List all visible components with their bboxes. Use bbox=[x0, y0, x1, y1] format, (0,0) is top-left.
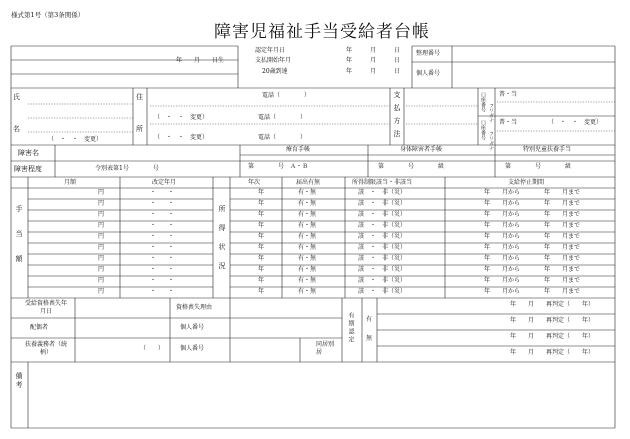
saihantei-4: 年 月 再判定（ 年） bbox=[510, 349, 595, 356]
mei-label: 名 bbox=[13, 125, 20, 133]
kaitei-cell: ・ ・ bbox=[150, 200, 175, 207]
form-title: 障害児福祉手当受給者台帳 bbox=[214, 22, 430, 42]
todoke-cell: 有・無 bbox=[298, 222, 317, 229]
yen-cell: 円 bbox=[98, 222, 105, 229]
age20-label: 20歳到達 bbox=[262, 68, 288, 75]
pay-method-label: 支払方法 bbox=[393, 91, 401, 143]
tokubetsu-value: 第 号 級 bbox=[505, 163, 572, 170]
seigen-cell: 該 ・ 非（災） bbox=[358, 266, 407, 273]
nintei-date: 年 月 日 bbox=[346, 47, 401, 54]
kaitei-cell: ・ ・ bbox=[150, 255, 175, 262]
yen-cell: 円 bbox=[98, 200, 105, 207]
yen-cell: 円 bbox=[98, 244, 105, 251]
soushitsu-reason-label: 資格喪失理由 bbox=[176, 304, 213, 311]
nenji-cell: 年 bbox=[258, 233, 265, 240]
tel-label-2: 電話（ ） bbox=[258, 114, 307, 121]
seigen-cell: 該 ・ 非（災） bbox=[358, 244, 407, 251]
kaitei-cell: ・ ・ bbox=[150, 244, 175, 251]
nenji-cell: 年 bbox=[258, 266, 265, 273]
todoke-cell: 有・無 bbox=[298, 189, 317, 196]
kojin-label: 個人番号 bbox=[416, 70, 441, 77]
sho-label: 所 bbox=[136, 125, 143, 133]
todoke-cell: 有・無 bbox=[298, 288, 317, 295]
shikyu-cell: 年 月から 年 月まで bbox=[484, 244, 581, 251]
seigen-cell: 該 ・ 非（災） bbox=[358, 211, 407, 218]
col-shikyu: 支給停止期間 bbox=[508, 179, 545, 186]
age20-date: 年 月 日 bbox=[346, 68, 401, 75]
shikyu-cell: 年 月から 年 月まで bbox=[484, 222, 581, 229]
kana-label-2: フリガナ bbox=[488, 131, 494, 151]
ryoiku-value: 第 号 Ａ・Ｂ bbox=[248, 163, 309, 170]
form-reference: 様式第1号（第3条関係） bbox=[11, 11, 85, 19]
seiri-label: 整理番号 bbox=[416, 50, 441, 57]
todoke-cell: 有・無 bbox=[298, 211, 317, 218]
kanmei-1: 普・当 bbox=[499, 91, 518, 98]
nenji-cell: 年 bbox=[258, 277, 265, 284]
yen-cell: 円 bbox=[98, 255, 105, 262]
todoke-cell: 有・無 bbox=[298, 233, 317, 240]
disability-name-label: 障害名 bbox=[18, 149, 39, 157]
kana-label-1: フリガナ bbox=[488, 103, 494, 123]
col-todoke: 届出有無 bbox=[296, 179, 321, 186]
kaitei-cell: ・ ・ bbox=[150, 288, 175, 295]
addr-change-2: （ ・ ・ 変更） bbox=[154, 134, 209, 141]
kaitei-cell: ・ ・ bbox=[150, 233, 175, 240]
kaitei-cell: ・ ・ bbox=[150, 211, 175, 218]
todoke-cell: 有・無 bbox=[298, 277, 317, 284]
ju-label: 住 bbox=[136, 93, 143, 101]
disability-degree-label: 障害程度 bbox=[14, 165, 42, 173]
income-side-label: 所得状況 bbox=[218, 205, 226, 281]
seigen-cell: 該 ・ 非（災） bbox=[358, 255, 407, 262]
allowance-side-label: 手当額 bbox=[15, 205, 23, 280]
shikyu-cell: 年 月から 年 月まで bbox=[484, 200, 581, 207]
seigen-cell: 該 ・ 非（災） bbox=[358, 189, 407, 196]
shintai-label: 身体障害者手帳 bbox=[400, 146, 443, 153]
todoke-cell: 有・無 bbox=[298, 255, 317, 262]
tokubetsu-label: 特別児童扶養手当 bbox=[523, 146, 572, 153]
shintai-value: 第 号 級 bbox=[378, 163, 445, 170]
shikyu-cell: 年 月から 年 月まで bbox=[484, 277, 581, 284]
seigen-cell: 該 ・ 非（災） bbox=[358, 288, 407, 295]
doukyo-label: 同居別居 bbox=[316, 341, 335, 356]
nenji-cell: 年 bbox=[258, 200, 265, 207]
seigen-cell: 該 ・ 非（災） bbox=[358, 222, 407, 229]
saihantei-3: 年 月 再判定（ 年） bbox=[510, 333, 595, 340]
yen-cell: 円 bbox=[98, 266, 105, 273]
disability-degree-value: 令別表第1号 号 bbox=[95, 165, 159, 172]
kaitei-cell: ・ ・ bbox=[150, 266, 175, 273]
yen-cell: 円 bbox=[98, 189, 105, 196]
col-seigen: 所得制限該当・非該当 bbox=[352, 179, 413, 186]
fuyo-kakko: （ ） bbox=[140, 345, 165, 352]
shikyu-cell: 年 月から 年 月まで bbox=[484, 233, 581, 240]
soushitsu-date-label: 受給資格喪失年月日 bbox=[24, 300, 67, 315]
nenji-cell: 年 bbox=[258, 288, 265, 295]
name-change-note: （ ・ ・ 変更） bbox=[48, 136, 103, 143]
yen-cell: 円 bbox=[98, 211, 105, 218]
shikyu-cell: 年 月から 年 月まで bbox=[484, 211, 581, 218]
bank-label-1: 口座番号 bbox=[480, 92, 486, 112]
saihantei-1: 年 月 再判定（ 年） bbox=[510, 301, 595, 308]
addr-change-1: （ ・ ・ 変更） bbox=[154, 114, 209, 121]
col-kaitei: 改定年月 bbox=[152, 179, 177, 186]
birth-date-label: 年 月 日生 bbox=[176, 57, 225, 64]
todoke-cell: 有・無 bbox=[298, 244, 317, 251]
yuki-nintei-label: 有期認定 bbox=[347, 312, 354, 344]
yen-cell: 円 bbox=[98, 233, 105, 240]
tel-label-3: 電話（ ） bbox=[258, 134, 307, 141]
kojin-bango-label-1: 個人番号 bbox=[180, 324, 205, 331]
shikyu-cell: 年 月から 年 月まで bbox=[484, 288, 581, 295]
seigen-cell: 該 ・ 非（災） bbox=[358, 200, 407, 207]
nenji-cell: 年 bbox=[258, 244, 265, 251]
fuyo-label: 扶養義務者（続柄） bbox=[24, 341, 67, 356]
saihantei-2: 年 月 再判定（ 年） bbox=[510, 317, 595, 324]
todoke-cell: 有・無 bbox=[298, 266, 317, 273]
shi-label: 氏 bbox=[13, 93, 20, 101]
nintei-label: 認定年月日 bbox=[255, 47, 286, 54]
nenji-cell: 年 bbox=[258, 255, 265, 262]
biko-label: 備考 bbox=[15, 372, 23, 390]
kaitei-cell: ・ ・ bbox=[150, 189, 175, 196]
kaitei-cell: ・ ・ bbox=[150, 277, 175, 284]
umu-yu: 有 bbox=[366, 316, 373, 323]
shikyu-cell: 年 月から 年 月まで bbox=[484, 255, 581, 262]
nenji-cell: 年 bbox=[258, 189, 265, 196]
seigen-cell: 該 ・ 非（災） bbox=[358, 233, 407, 240]
nenji-cell: 年 bbox=[258, 211, 265, 218]
umu-mu: 無 bbox=[366, 335, 373, 342]
kojin-bango-label-2: 個人番号 bbox=[180, 345, 205, 352]
bank-label-2: 口座番号 bbox=[480, 120, 486, 140]
haigusha-label: 配偶者 bbox=[30, 324, 49, 331]
nenji-cell: 年 bbox=[258, 222, 265, 229]
col-getsugaku: 月額 bbox=[64, 179, 77, 186]
shikyu-cell: 年 月から 年 月まで bbox=[484, 266, 581, 273]
tel-label-1: 電話（ ） bbox=[262, 92, 311, 99]
shiharai-date: 年 月 日 bbox=[346, 57, 401, 64]
shiharai-label: 支払開始年月 bbox=[255, 57, 292, 64]
seigen-cell: 該 ・ 非（災） bbox=[358, 277, 407, 284]
shikyu-cell: 年 月から 年 月まで bbox=[484, 189, 581, 196]
bank-change-note: （ ・ ・ 変更） bbox=[548, 119, 603, 126]
yen-cell: 円 bbox=[98, 277, 105, 284]
yen-cell: 円 bbox=[98, 288, 105, 295]
todoke-cell: 有・無 bbox=[298, 200, 317, 207]
col-nenji: 年次 bbox=[248, 179, 261, 186]
kanmei-2: 普・当 bbox=[499, 119, 518, 126]
kaitei-cell: ・ ・ bbox=[150, 222, 175, 229]
ryoiku-label: 療育手帳 bbox=[286, 146, 311, 153]
